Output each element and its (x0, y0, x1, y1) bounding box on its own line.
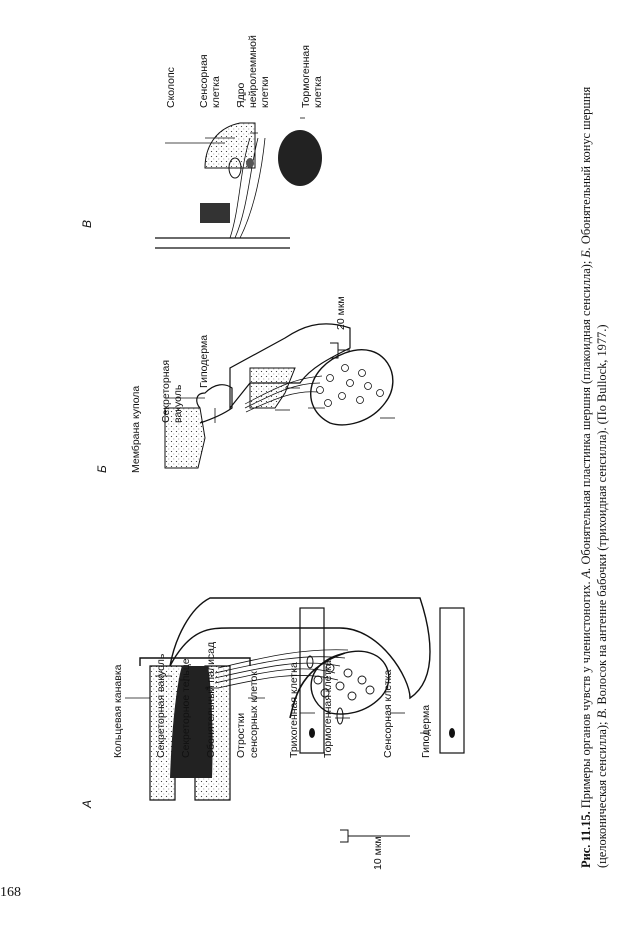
caption-text-3: Обонятельный конус шершня (целоконическая сенсилла); (579, 86, 609, 868)
label-sensory-cell-v-1: Сенсорная (198, 54, 210, 108)
label-secretory-vacuole-a: Секреторная вакуоль (155, 653, 167, 758)
figure-caption (578, 48, 610, 868)
label-processes-1: Отростки (235, 712, 247, 758)
spindle-b (311, 350, 393, 425)
caption-a: А. (579, 567, 593, 579)
label-neurolemma-nucleus-3: клетки (259, 76, 271, 108)
body-b (230, 324, 350, 408)
label-secretory-vacuole-b-1: Секреторная (160, 359, 172, 423)
label-scale-a: 10 мкм (372, 836, 384, 870)
tormogen-cell-v (278, 130, 322, 186)
label-processes-2: сенсорных клеток (248, 671, 260, 758)
label-ring-groove: Кольцевая канавка (112, 664, 124, 758)
label-sensory-cell-a: Сенсорная клетка (382, 669, 394, 758)
label-hypoderma-b: Гиподерма (198, 334, 210, 388)
label-olfactory-palisade: Обонятельный палисад (205, 641, 217, 758)
caption-b: Б. (579, 247, 593, 258)
panel-label-a: А (80, 799, 94, 808)
label-secretory-vacuole-b-2: вакуоль (172, 384, 184, 423)
caption-v: В. (595, 707, 609, 719)
label-tormogen-cell-v-2: клетка (312, 76, 324, 108)
caption-text-4: Волосок на антенне бабочки (трихоидная сенсилла). (По Bullock, 1977.) (595, 324, 609, 708)
label-neurolemma-nucleus-2: нейролеммной (247, 35, 259, 108)
caption-text-2: Обонятельная пластинка шершня (плакоидная сенсилла); (579, 257, 593, 568)
label-scale-b: 20 мкм (335, 296, 347, 330)
label-tormogen-cell-a: Тормогенная клетка (322, 660, 334, 758)
sensory-cells-b (317, 365, 384, 407)
drawing-v (155, 118, 322, 248)
label-scolops: Сколопс (165, 67, 177, 108)
panel-label-b: Б (95, 465, 109, 473)
page-number: 168 (0, 885, 21, 900)
panel-label-v: В (80, 219, 94, 228)
dark-band-v (200, 203, 230, 223)
label-sensory-cell-v-2: клетка (210, 76, 222, 108)
label-dome-membrane: Мембрана купола (130, 385, 142, 473)
caption-text-1: Примеры органов чувств у членистоногих. (579, 578, 593, 812)
caption-lead: Рис. 11.15. (579, 811, 593, 868)
label-neurolemma-nucleus-1: Ядро (235, 82, 247, 108)
label-hypoderma-a: Гиподерма (420, 704, 432, 758)
label-secretory-body: Секреторное тельце (180, 658, 192, 758)
label-trichogen-cell: Трихогенная клетка (288, 662, 300, 758)
label-tormogen-cell-v-1: Тормогенная (300, 45, 312, 108)
